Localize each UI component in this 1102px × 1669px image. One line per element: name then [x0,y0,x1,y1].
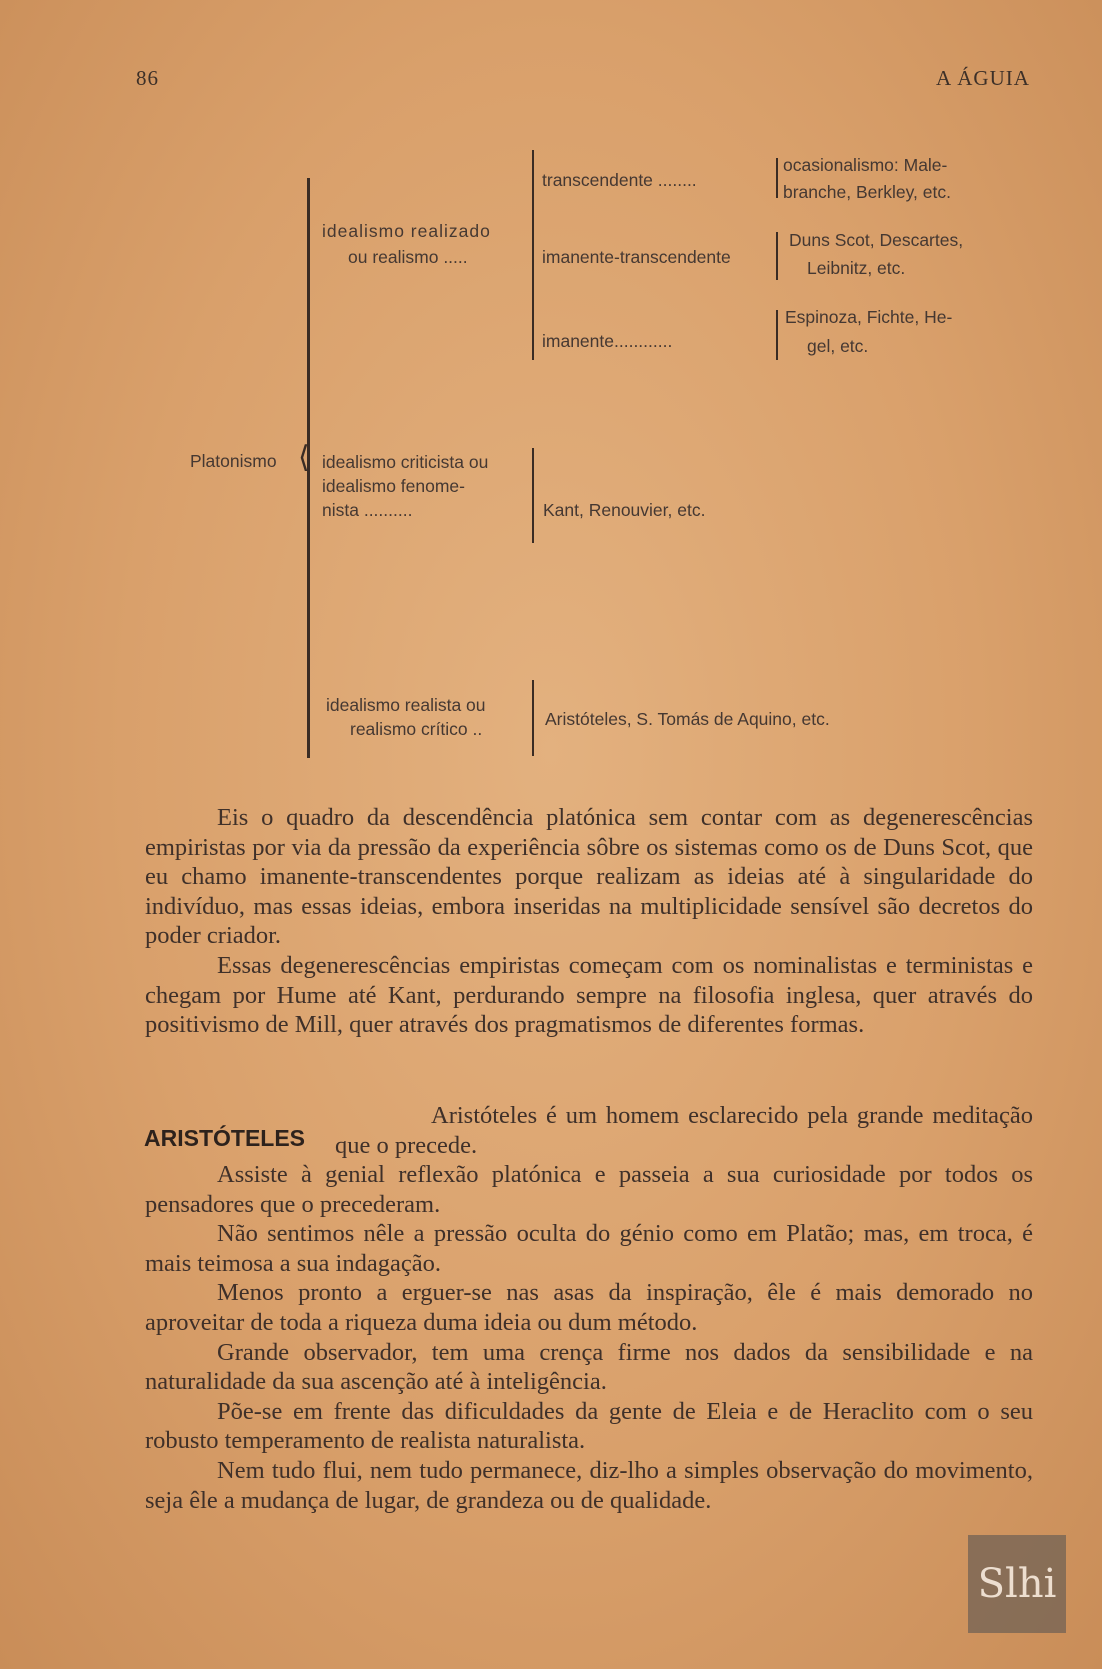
brace-imanente-transcendente [776,232,778,280]
page-number: 86 [136,66,159,90]
branch3-line-2: realismo crítico .. [350,719,483,739]
paragraph-7: Grande observador, tem uma crença firme nos dados da sensibilidade e na naturalidade da sua ascenção até à inteligência. [145,1338,1033,1396]
branch2-line-3: nista .......... [322,500,413,520]
sub-imanente: imanente............ [542,331,673,351]
branch3-brace-line [532,680,534,756]
branch1-brace-line [532,150,534,360]
authors-imanente-transcendente-1: Duns Scot, Descartes, [789,230,964,250]
authors-imanente-2: gel, etc. [807,336,869,356]
library-stamp-logo: Slhi [968,1535,1066,1633]
branch1-label-2: ou realismo ..... [348,247,468,267]
branch2-line-2: idealismo fenome- [322,476,465,496]
paragraph-9: Nem tudo flui, nem tudo permanece, diz-lho a simples observação do movimento, seja êle a mudança de lugar, de grandeza ou de qualidade. [145,1456,1033,1514]
branch2-authors: Kant, Renouvier, etc. [543,500,706,520]
branch3-authors: Aristóteles, S. Tomás de Aquino, etc. [545,709,830,729]
authors-imanente-transcendente-2: Leibnitz, etc. [807,258,906,278]
main-brace-point: ⟨ [298,440,310,475]
aristoteles-intro [335,1101,1033,1160]
paragraph-6: Menos pronto a erguer-se nas asas da inspiração, êle é mais demorado no aproveitar de toda a riqueza duma ideia ou dum método. [145,1279,1033,1336]
branch1-label-1: idealismo realizado [322,221,491,241]
authors-transcendente-1: ocasionalismo: Male- [783,155,948,175]
paragraph-4: Assiste à genial reflexão platónica e passeia a sua curiosidade por todos os pensadores que o precederam. [145,1161,1033,1218]
body-text-top [145,803,1033,1040]
brace-imanente [776,310,778,360]
paragraph-8: Põe-se em frente das dificuldades da gente de Eleia e de Heraclito com o seu robusto temperamento de realista naturalista. [145,1397,1033,1455]
branch2-line-1: idealismo criticista ou [322,452,489,472]
brace-transcendente [776,158,778,198]
paragraph-5: Não sentimos nêle a pressão oculta do génio como em Platão; mas, em troca, é mais teimosa a sua indagação. [145,1220,1033,1277]
paragraph-2: Essas degenerescências empiristas começam com os nominalistas e terministas e chegam por Hume até Kant, perdurando sempre na filosofia inglesa, quer através do positivismo de Mill, quer através dos pragmatismos de diferentes formas. [145,951,1033,1039]
diagram-root-label: Platonismo [190,451,277,471]
section-heading: ARISTÓTELES [144,1125,306,1151]
body-text-bottom [145,1160,1033,1515]
sub-imanente-transcendente: imanente-transcendente [542,247,731,267]
paragraph-1: Eis o quadro da descendência platónica sem contar com as degenerescências empiristas por via da pressão da experiência sôbre os sistemas como os de Duns Scot, que eu chamo imanente-transcendentes porque realizam as ideias até à singularidade do indivíduo, mas essas ideias, embora inseridas na multiplicidade sensível são decretos do poder criador. [145,804,1033,950]
running-title: A ÁGUIA [936,66,1030,90]
authors-imanente-1: Espinoza, Fichte, He- [785,307,953,327]
branch3-line-1: idealismo realista ou [326,695,486,715]
authors-transcendente-2: branche, Berkley, etc. [783,182,951,202]
paragraph-3: Aristóteles é um homem esclarecido pela grande meditação que o precede. [335,1102,1033,1159]
sub-transcendente: transcendente ........ [542,170,697,190]
branch2-brace-line [532,448,534,543]
